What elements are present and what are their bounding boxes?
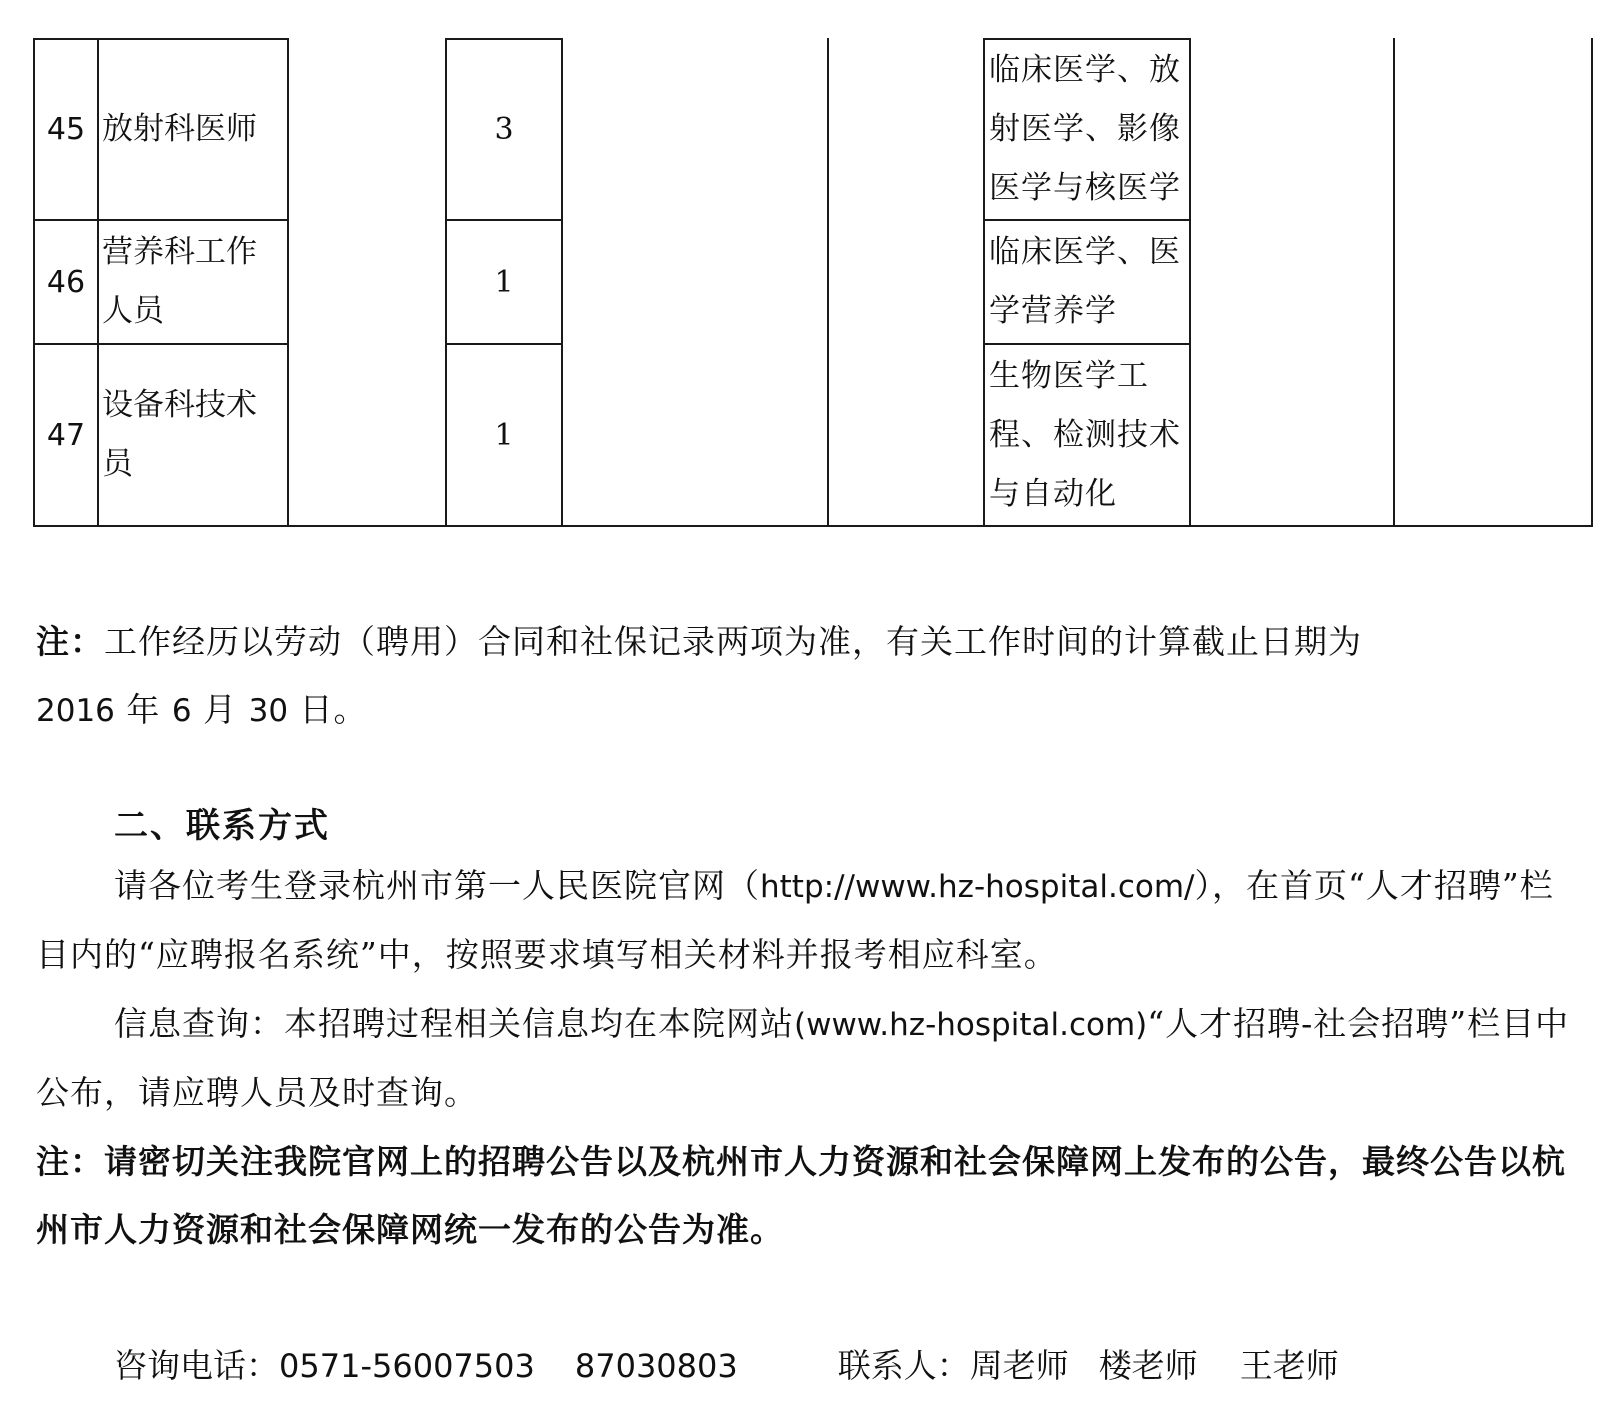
major-line: 临床医学、放 bbox=[989, 52, 1181, 88]
registration-instructions bbox=[36, 852, 1576, 989]
position-name-line: 设备科技术 bbox=[102, 387, 257, 423]
position-name bbox=[99, 345, 287, 525]
position-name-line: 人员 bbox=[102, 293, 164, 329]
major-requirement bbox=[985, 40, 1189, 219]
phone-label: 咨询电话： bbox=[114, 1346, 279, 1385]
major-line: 与自动化 bbox=[989, 475, 1117, 512]
table-line bbox=[287, 38, 289, 527]
major-line: 医学与核医学 bbox=[989, 170, 1181, 206]
position-count: 1 bbox=[494, 264, 514, 300]
major-line: 射医学、影像 bbox=[989, 111, 1181, 147]
position-name-line: 放射科医师 bbox=[102, 111, 257, 147]
cutoff-day-suffix: 日。 bbox=[288, 690, 368, 729]
announcement-note: 注：请密切关注我院官网上的招聘公告以及杭州市人力资源和社会保障网上发布的公告，最终公告以杭州市人力资源和社会保障网统一发布的公告为准。 bbox=[36, 1142, 1566, 1249]
major-line: 生物医学工 bbox=[989, 357, 1149, 394]
table-line bbox=[1591, 38, 1593, 527]
query-text: “人才招聘-社会招聘”栏目中公布，请应聘人员及时查询。 bbox=[36, 1004, 1570, 1112]
phone-number: 87030803 bbox=[574, 1347, 738, 1385]
position-name bbox=[99, 221, 287, 343]
contact-person-label: 联系人： bbox=[837, 1346, 970, 1385]
position-name bbox=[99, 40, 287, 219]
row-number: 45 bbox=[46, 112, 86, 147]
section-title: 二、联系方式 bbox=[114, 806, 330, 846]
cutoff-year: 2016 bbox=[36, 693, 115, 729]
note-text: 工作经历以劳动（聘用）合同和社保记录两项为准，有关工作时间的计算截止日期为 bbox=[104, 622, 1362, 661]
row-number: 47 bbox=[46, 417, 86, 453]
major-line: 临床医学、医 bbox=[989, 234, 1181, 270]
table-line bbox=[1393, 38, 1395, 527]
recruitment-table bbox=[33, 38, 1593, 528]
work-experience-note bbox=[36, 608, 1576, 745]
instructions-text: 请各位考生登录杭州市第一人民医院官网（ bbox=[114, 866, 760, 905]
table-line bbox=[1189, 38, 1191, 527]
cutoff-year-suffix: 年 bbox=[114, 690, 172, 729]
cutoff-month: 6 bbox=[171, 693, 192, 729]
query-text: 信息查询：本招聘过程相关信息均在本院网站 bbox=[114, 1004, 794, 1043]
hospital-website-link[interactable]: (www.hz-hospital.com) bbox=[794, 1007, 1148, 1043]
position-count: 3 bbox=[494, 112, 514, 147]
contact-info bbox=[114, 1340, 1339, 1387]
instructions-text: ），在首页“人才招聘”栏目内的“应聘报名系统”中，按照要求填写相关材料并报考相应科室。 bbox=[36, 866, 1554, 974]
row-number: 46 bbox=[46, 264, 86, 300]
major-requirement bbox=[985, 221, 1189, 343]
table-line bbox=[561, 38, 563, 527]
note-label: 注： bbox=[36, 622, 104, 661]
table-line bbox=[827, 38, 829, 527]
contact-person: 王老师 bbox=[1239, 1346, 1339, 1385]
hospital-website-link[interactable]: http://www.hz-hospital.com/ bbox=[760, 869, 1195, 905]
contact-person: 周老师 bbox=[969, 1346, 1069, 1385]
position-name-line: 营养科工作 bbox=[102, 234, 257, 270]
phone-number: 0571-56007503 bbox=[279, 1347, 535, 1385]
major-line: 学营养学 bbox=[989, 293, 1117, 329]
table-line bbox=[33, 525, 1593, 527]
major-requirement bbox=[985, 345, 1189, 525]
cutoff-day: 30 bbox=[248, 693, 289, 729]
contact-person: 楼老师 bbox=[1098, 1346, 1198, 1385]
cutoff-month-suffix: 月 bbox=[191, 690, 249, 729]
position-name-line: 员 bbox=[102, 446, 133, 482]
position-count: 1 bbox=[494, 417, 514, 453]
major-line: 程、检测技术 bbox=[989, 416, 1181, 453]
information-query bbox=[36, 990, 1576, 1127]
